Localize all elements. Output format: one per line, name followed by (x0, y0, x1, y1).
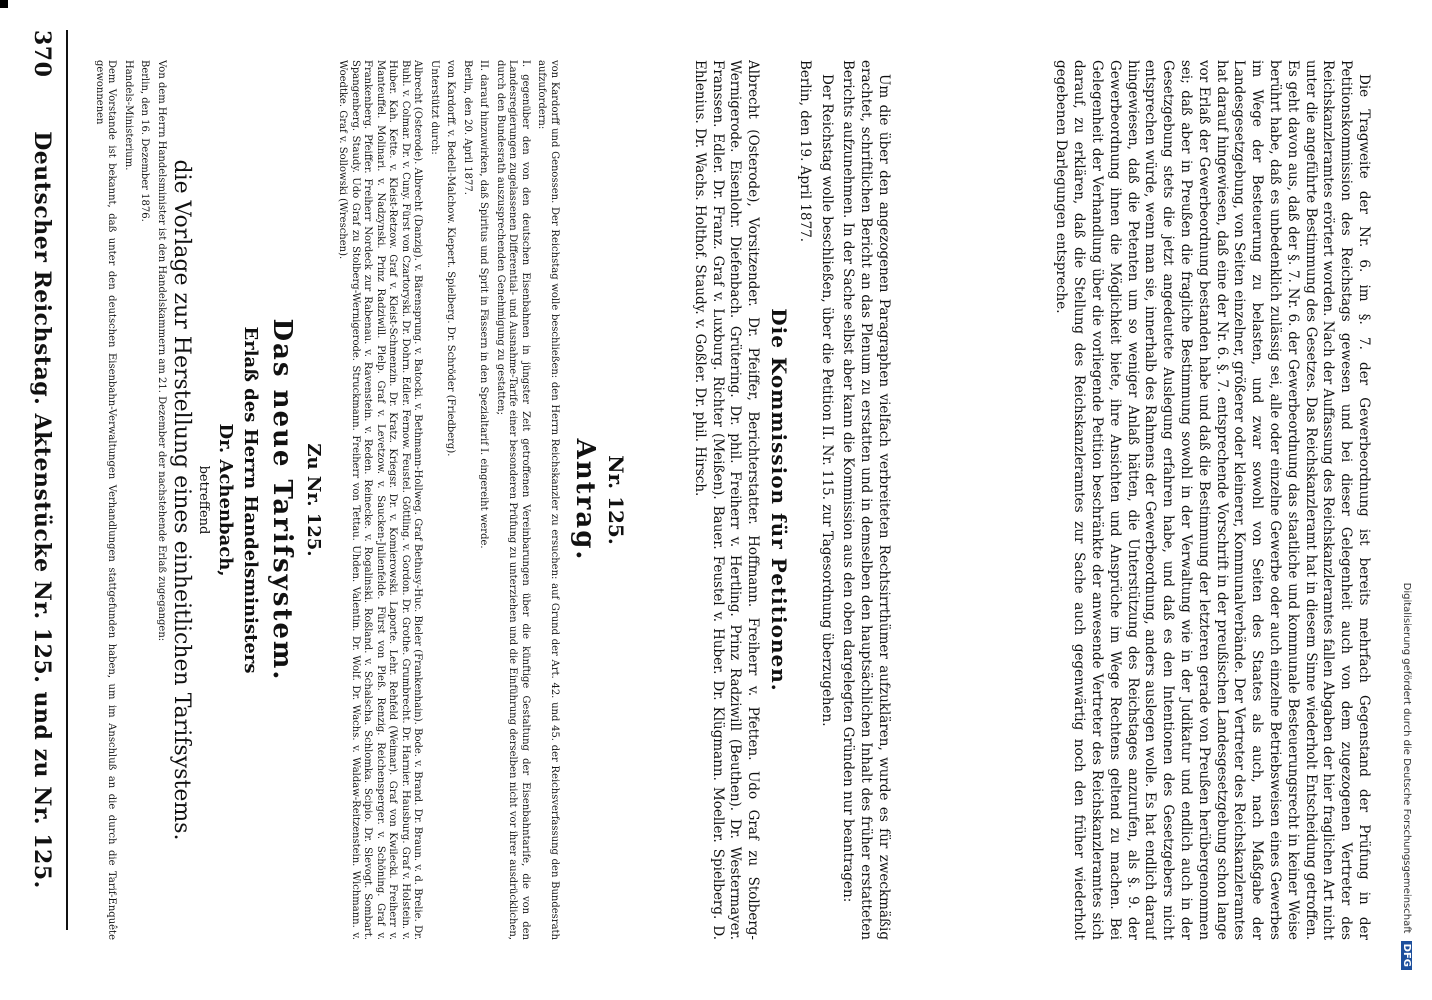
left-column-lower (642, 60, 892, 940)
page-number: 370 (29, 30, 55, 78)
betreffend: betreffend (196, 465, 211, 535)
minister-name: Dr. Achenbach, (215, 423, 236, 577)
digitization-text: Digitalisierung gefördert durch die Deutsche Forschungsgemeinschaft (1401, 582, 1412, 934)
left-column (902, 60, 1372, 940)
erlass-title: Erlaß des Herrn Handelsministers (240, 326, 261, 674)
paragraph: Um die über den angezogenen Paragraphen vielfach verbreiteten Rechtsirrthümer aufzuklären, wurde es für zweckmäßig erachtet, schriftlichen Bericht an das Plenum zu erstatten und in demselben den hauptsächlichen Inhalt des früher erstatteten Berichts aufzunehmen. In der Sache selbst aber kann die Kommission aus den oben dargelegten Gründen nur beantragen: (840, 60, 892, 940)
support-label: Unterstützt durch: (429, 60, 440, 155)
antrag-point-1: I. gegenüber den von den deutschen Eisenbahnen in jüngster Zeit getroffenen Vereinbarungen über die künftige Gestaltung der Eisenbahntarife, die von den Landesregierungen zugelassenen Differential- und Ausnahme-Tarife einer besonderen Prüfung zu unterziehen und die Einführung derselben nicht vor ihrer ausdrücklichen, durch den Bundesrath auszusprechenden Genehmigung zu gestatten; (495, 60, 531, 940)
antrag-title: Antrag. (570, 438, 600, 562)
vorlage-title: die Vorlage zur Herstellung eines einheitlichen Tarifsystems. (169, 159, 194, 841)
right-column (32, 60, 632, 940)
paragraph: Die Tragweite der Nr. 6. im §. 7. der Gewerbeordnung ist bereits mehrfach Gegenstand der Prüfung in der Petitionskommission des Reichstags gewesen und bei dieser Gelegenheit auch von dem zugezogenen Vertreter des Reichskanzleramtes erörtert worden. Nach der Auffassung des Reichskanzleramtes fallen Abgaben der hier fraglichen Art nicht unter die angeführte Bestimmung des Gesetzes. Das Reichskanzleramt hat in diesem Sinne wiederholt Entscheidung getroffen. Es geht davon aus, daß der §. 7. Nr. 6. der Gewerbeordnung das staatliche und kommunale Besteuerungsrecht in keiner Weise berührt habe, daß es unbedenklich zulässig sei, alle oder einzelne Gewerbe oder auch einzelne Betriebsweisen eines Gewerbes im Wege der Besteuerung zu belasten, und zwar sowohl von Seiten des Staates als auch, nach Maßgabe der Landesgesetzgebung, von Seiten einzelner, größerer oder kleinerer, Kommunalverbände. Der Vertreter des Reichskanzleramtes hat darauf hingewiesen, daß eine der Nr. 6. §. 7. entsprechende Vorschrift in der preußischen Landesgesetzgebung schon lange vor Erlaß der Gewerbeordnung bestanden habe und daß die Bestimmung der letzteren gerade von Preußen herübergenommen sei; daß aber in Preußen die fragliche Bestimmung sowohl in der Verwaltung wie in der Judikatur und endlich auch in der Gesetzgebung stets die jetzt angedeutete Auslegung erfahren habe, und daß es den Intentionen des Gesetzgebers nicht entsprechen würde, wenn man sie, innerhalb des Rahmens der Gewerbeordnung, anders auslegen wolle. Es hat endlich darauf hingewiesen, daß die Petenten um so weniger Anlaß hätten, die Unterstützung des Reichstages anzurufen, als §. 9. der Gewerbeordnung ihnen die Möglichkeit biete, ihre Ansichten und Ansprüche im Wege Rechtens geltend zu machen. Bei Gelegenheit der Verhandlung über die vorliegende Petition beschränkte der anwesende Vertreter des Reichskanzleramtes sich darauf, zu erklären, daß die Stellung des Reichskanzleramtes zur Sache auch gegenwärtig noch den früher wiederholt gegebenen Darlegungen entspreche. (1053, 60, 1372, 940)
erlass-block (93, 60, 168, 940)
antrag-intro: von Kardorff und Genossen. Der Reichstag wolle beschließen: den Herrn Reichskanzler zu ersuchen: auf Grund der Art. 42. und 45. der Reichsverfassung den Bundesrath aufzufordern: (536, 60, 560, 940)
antrag-point-2: II. darauf hinzuwirken, daß Spiritus und Sprit in Fässern in den Spezialtarif I. eingereiht werde. (478, 60, 490, 549)
scan-mark (0, 0, 8, 8)
tarif-title: Das neue Tarifsystem. (267, 318, 297, 682)
paragraph: Der Reichstag wolle beschließen, über die Petition II. Nr. 115. zur Tagesordnung überzugehen. (818, 74, 835, 727)
antrag-date: Berlin, den 20. April 1877. (462, 60, 473, 195)
header-title: Deutscher Reichstag. Aktenstücke Nr. 125. und zu Nr. 125. (29, 131, 55, 889)
erlass-date: Berlin, den 16. Dezember 1876. (139, 60, 151, 222)
nr2-title: Zu Nr. 125. (303, 443, 324, 557)
commission-members: Albrecht (Osterode), Vorsitzender. Dr. Pfeiffer, Berichterstatter. Hoffmann. Freiherr v. Pfetten. Udo Graf zu Stolberg-Wernigerode. Eisenlohr. Diefenbach. Grütering. Dr. phil. Freiherr v. Hertling. Prinz Radziwill (Beuthen). Dr. Westermayer. Franssen. Edler. Dr. Franz. Graf v. Luxburg. Richter (Meißen). Bauer. Feustel v. Huber. Dr. Klügmann. Moeller. Spielberg. D. Ehlenius. Dr. Wachs. Holthof. Staudy. v. Goßler. Dr. phil. Hirsch. (691, 60, 762, 940)
paragraph: Berlin, den 19. April 1877. (796, 60, 813, 243)
commission-title: Die Kommission für Petitionen. (767, 308, 792, 692)
erlass-intro: Von dem Herrn Handelsminister ist den Handelskammern am 21. Dezember der nachstehende Erlaß zugegangen: (156, 60, 167, 642)
dfg-badge: DFG (1401, 941, 1412, 970)
erlass-text: Dem Vorstande ist bekannt, daß unter den deutschen Eisenbahn-Verwaltungen Verhandlungen stattgefunden haben, um im Anschluß an die durch die Tarif-Enquête gewonnenen (94, 60, 118, 940)
antrag-block (428, 60, 561, 940)
antrag-signers: von Kardorff. v. Bedell-Malchow. Kiepert. Spielberg. Dr. Schröder (Friedberg). (445, 60, 457, 457)
nr-title: Nr. 125. (604, 455, 628, 545)
supporters-list: Albrecht (Osterode). Albrecht (Danzig). v. Bärensprung. v. Batocki. v. Bethmann-Hollweg. Graf Bethusy-Huc. Bieler (Frankenhain). Bode. v. Brand. Dr. Braun. v. d. Brelie. Dr. Buhl. v. Colmar. Dr. v. Cuny. Fürst von Czartoryski. Dr. Dohrn. Edler. Fernow. Feustel. Göttling. v. Gordon. Dr. Grothe. Grumbrecht. Dr. Harnier. Hausburg. Graf v. Holstein. v. Huber. Kah. Kette. v. Kleist-Retzow. Graf v. Kleist-Schmenzin. Dr. Kratz. Kriegsr. Dr. v. Komierowski. Laporte. Lehr. Rehfeld (Weimar). Graf von Kwilecki. Freiherr v. Manteuffel. Molinari. v. Nadzynski. Prinz Radziwill. Plelp. Graf v. Levetzow. v. Saucken-Julienfelde. Fürst von Pleß. Renzig. Reichensperger. v. Schöning. Graf v. Frankenberg. Pfeiffer. Freiherr Nordeck zur Rabenau. v. Ravenstein. v. Reden. Reinecke. v. Rogalinski. Roßland. v. Schalscha. Schlomka. Scipio. Dr. Slevogt. Sombart. Spangenberg. Staudy. Udo Graf zu Stolberg-Wernigerode. Struckmann. Freiherr von Tettau. Uhden. Valentin. Dr. Wolf. Dr. Wachs. v. Waldaw-Reitzenstein. Wichmann. v. Woedtke. Graf v. Sollowski (Wreschen). (337, 60, 424, 940)
ministry-label: Handels-Ministerium. (123, 60, 134, 171)
digitization-note (1396, 30, 1412, 970)
